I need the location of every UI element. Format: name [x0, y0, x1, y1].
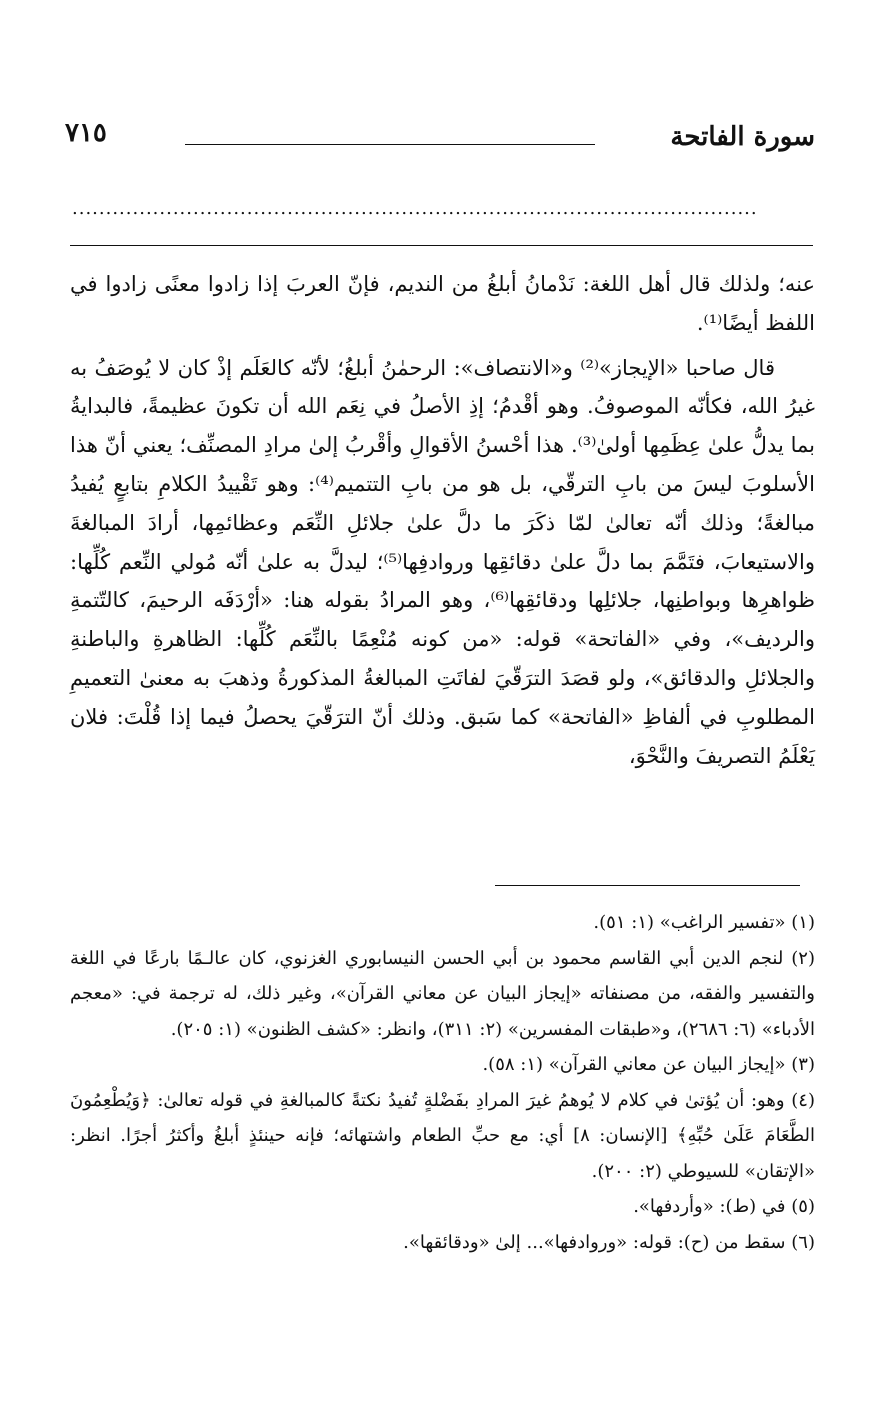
- running-header: [65, 118, 815, 166]
- header-rule: [185, 144, 595, 145]
- footnote-number: (٦): [791, 1231, 815, 1253]
- top-rule: [70, 245, 813, 246]
- footnote: [70, 1083, 815, 1190]
- footnote: [70, 1189, 815, 1225]
- footnote-number: (٥): [791, 1196, 815, 1217]
- footnote-number: (٣): [791, 1054, 815, 1075]
- footnote-text: في (ط): «وأردفها».: [633, 1196, 786, 1217]
- footnote-rule: [495, 885, 800, 886]
- main-text: [70, 265, 815, 775]
- footnotes: [70, 905, 815, 1260]
- paragraph: عنه؛ ولذلك قال أهل اللغة: نَدْمانُ أبلغُ من النديم، فإنّ العربَ إذا زادوا معنًى زادوا في اللفظ أيضًا⁽¹⁾.: [70, 272, 815, 335]
- dotted-separator: ......................................................................................................: [72, 198, 758, 219]
- footnote-text: وهو: أن يُؤتىٰ في كلام لا يُوهمُ غيرَ المرادِ بفَضْلةٍ تُفيدُ نكتةً كالمبالغةِ في قوله تعالىٰ: ﴿وَيُطْعِمُونَ الطَّعَامَ عَلَىٰ حُبِّهِ﴾ [الإنسان: ٨] أي: مع حبِّ الطعام واشتهائه؛ فإنه حينئذٍ أبلغُ وأكثرُ أجرًا. انظر: «الإتقان» للسيوطي (٢: ٢٠٠).: [70, 1089, 815, 1182]
- page-number: ٧١٥: [65, 118, 107, 148]
- footnote-number: (٤): [791, 1089, 815, 1111]
- footnote-number: (٢): [791, 947, 815, 969]
- footnote: [70, 1225, 815, 1261]
- footnote-text: لنجم الدين أبي القاسم محمود بن أبي الحسن النيسابوري الغزنوي، كان عالـمًا بارعًا في اللغة والتفسير والفقه، من مصنفاته «إيجاز البيان عن معاني القرآن»، وغير ذلك، له ترجمة في: «معجم الأدباء» (٦: ٢٦٨٦)، و«طبقات المفسرين» (٢: ٣١١)، وانظر: «كشف الظنون» (١: ٢٠٥).: [70, 947, 815, 1040]
- footnote-text: سقط من (ح): قوله: «وروادفها»... إلىٰ «ودقائقها».: [403, 1231, 786, 1253]
- footnote: [70, 905, 815, 941]
- footnote-text: «إيجاز البيان عن معاني القرآن» (١: ٥٨).: [482, 1054, 786, 1075]
- paragraph: قال صاحبا «الإيجاز»⁽²⁾ و«الانتصاف»: الرحمٰنُ أبلغُ؛ لأنّه كالعَلَم إذْ كان لا يُوصَفُ به غيرُ الله، فكأنّه الموصوفُ. وهو أقْدمُ؛ إذِ الأصلُ في نِعَم الله أن تكونَ عظيمةً، فالبدايةُ بما يدلُّ علىٰ عِظَمِها أولىٰ⁽³⁾. هذا أحْسنُ الأقوالِ وأقْربُ إلىٰ مرادِ المصنِّف؛ يعني أنّ هذا الأسلوبَ ليسَ من بابِ الترقّي، بل هو من بابِ التتميم⁽⁴⁾: وهو تَقْييدُ الكلامِ بتابعٍ يُفيدُ مبالغةً؛ وذلك أنّه تعالىٰ لمّا ذكَرَ ما دلَّ علىٰ جلائلِ النِّعَم وعظائمِها، أرادَ المبالغةَ والاستيعابَ، فتَمَّمَ بما دلَّ علىٰ دقائقِها وروادفِها⁽⁵⁾؛ ليدلَّ به علىٰ أنّه مُولي النِّعم كُلِّها: ظواهرِها وبواطنِها، جلائلِها ودقائقِها⁽⁶⁾، وهو المرادُ بقوله هنا: «أرْدَفَه الرحيمَ، كالتّتمةِ والرديف»، وفي «الفاتحة» قوله: «من كونه مُنْعِمًا بالنِّعَم كُلِّها: الظاهرةِ والباطنةِ والجلائلِ والدقائق»، ولو قصَدَ الترَقّيَ لفاتَتِ المبالغةُ المذكورةُ وذهبَ به معنىٰ التعميمِ المطلوبِ في ألفاظِ «الفاتحة» كما سَبق. وذلك أنّ الترَقّيَ يحصلُ فيما إذا قُلْتَ: فلان يَعْلَمُ التصريفَ والنَّحْوَ،: [70, 355, 815, 768]
- footnote: [70, 1047, 815, 1083]
- footnote-number: (١): [791, 912, 815, 933]
- chapter-title: سورة الفاتحة: [670, 122, 815, 152]
- footnote: [70, 941, 815, 1048]
- footnote-text: «تفسير الراغب» (١: ٥١).: [593, 912, 786, 933]
